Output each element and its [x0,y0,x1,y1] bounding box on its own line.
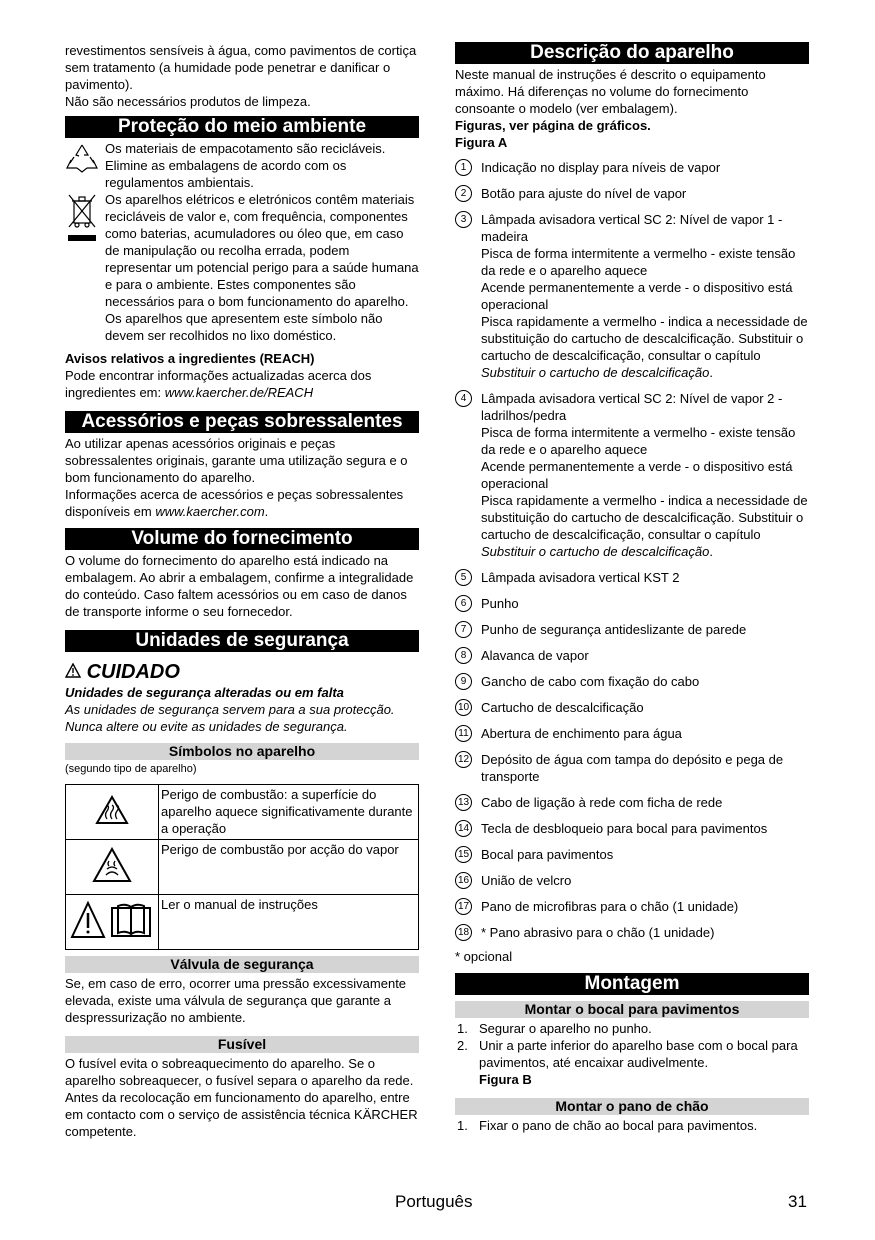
steam-hazard-icon [66,840,159,895]
caution-word: CUIDADO [86,661,180,683]
item-number-badge: 5 [455,569,472,586]
item-number-badge: 4 [455,390,472,407]
item-number-badge: 2 [455,185,472,202]
item-number-badge: 8 [455,647,472,664]
list-item: 18 * Pano abrasivo para o chão (1 unidade) [455,924,809,941]
item-number-badge: 12 [455,751,472,768]
delivery-text: O volume do fornecimento do aparelho está indicado na embalagem. Ao abrir a embalagem, confirme a integralidade do conteúdo. Caso faltem acessórios ou em caso de danos de transporte informe o seu fornecedor. [65,553,414,619]
reach-title: Avisos relativos a ingredientes (REACH) [65,351,315,366]
list-item: 14 Tecla de desbloqueio para bocal para pavimentos [455,820,809,837]
left-column [65,42,419,1140]
item-number-badge: 13 [455,794,472,811]
list-item: 3 Lâmpada avisadora vertical SC 2: Nível de vapor 1 - madeira Pisca de forma intermitente a vermelho - existe tensão da rede e o aparelho aquece Acende permanentemente a verde - o dispositivo está operacional Pisca rapidamente a vermelho - indica a necessidade de substituição do cartucho de descalcificação. Substituir o cartucho de descalcificação, consultar o capítulo Substituir o cartucho de descalcificação. [455,211,809,381]
list-item: 7 Punho de segurança antideslizante de parede [455,621,809,638]
section-title-delivery: Volume do fornecimento [65,528,419,550]
recycle-paragraph [65,140,419,191]
crossed-bin-icon [65,193,99,250]
figure-a-label: Figura A [455,135,508,150]
list-item: 9 Gancho de cabo com fixação do cabo [455,673,809,690]
table-row [66,840,419,895]
item-number-badge: 7 [455,621,472,638]
item-number-badge: 17 [455,898,472,915]
reach-text: Pode encontrar informações actualizadas acerca dos ingredientes em: www.kaercher.de/REACH [65,368,372,400]
symbol-desc: Perigo de combustão: a superfície do aparelho aquece significativamente durante a operação [159,785,419,840]
list-item: 10 Cartucho de descalcificação [455,699,809,716]
symbol-desc: Ler o manual de instruções [159,895,419,950]
section-title-accessories: Acessórios e peças sobressalentes [65,411,419,433]
caution-heading [65,660,419,684]
item-number-badge: 3 [455,211,472,228]
recycle-icon [65,142,99,179]
subsection-title-fuse: Fusível [65,1036,419,1053]
intro-text-2: Não são necessários produtos de limpeza. [65,94,311,109]
list-item: 2 Botão para ajuste do nível de vapor [455,185,809,202]
env-paragraph-1: Os materiais de empacotamento são recicláveis. Elimine as embalagens de acordo com os regulamentos ambientais. [105,141,386,190]
caution-subtitle: Unidades de segurança alteradas ou em falta [65,685,344,700]
table-row [66,895,419,950]
item-number-badge: 6 [455,595,472,612]
list-item: 5 Lâmpada avisadora vertical KST 2 [455,569,809,586]
intro-text: revestimentos sensíveis à água, como pavimentos de cortiça sem tratamento (a humidade pode penetrar e danificar o pavimento). [65,43,417,92]
list-item: 17 Pano de microfibras para o chão (1 unidade) [455,898,809,915]
warning-icon [65,661,81,683]
subsection-title-cloth: Montar o pano de chão [455,1098,809,1115]
section-title-description: Descrição do aparelho [455,42,809,64]
list-item: 11 Abertura de enchimento para água [455,725,809,742]
list-item: 6 Punho [455,595,809,612]
list-item: 2. Unir a parte inferior do aparelho base com o bocal para pavimentos, até encaixar audivelmente. [457,1038,798,1070]
list-item: 16 União de velcro [455,872,809,889]
kaercher-link[interactable]: www.kaercher.com [155,504,265,519]
subsection-title-symbols: Símbolos no aparelho [65,743,419,760]
parts-list [455,159,809,941]
list-item: 12 Depósito de água com tampa do depósito e pega de transporte [455,751,809,785]
right-column [455,42,809,1134]
env-paragraph-2: Os aparelhos elétricos e eletrónicos contêm materiais recicláveis de valor e, com frequência, componentes como baterias, acumuladores ou óleo que, em caso de manipulação ou recolha errada, podem representar um potencial perigo para a saúde humana e para o ambiente. Estes componentes são necessários para o bom funcionamento do aparelho. Os aparelhos que apresentem este símbolo não devem ser recolhidos no lixo doméstico. [105,192,419,343]
item-number-badge: 16 [455,872,472,889]
accessories-text-2: Informações acerca de acessórios e peças sobressalentes disponíveis em www.kaercher.com. [65,487,404,519]
section-title-assembly: Montagem [455,973,809,995]
description-text: Neste manual de instruções é descrito o equipamento máximo. Há diferenças no volume do fornecimento consoante o modelo (ver embalagem). [455,67,766,116]
fuse-text-1: O fusível evita o sobreaquecimento do aparelho. Se o aparelho sobreaquecer, o fusível separa o aparelho da rede. [65,1056,414,1088]
list-item: 1 Indicação no display para níveis de vapor [455,159,809,176]
list-item: 1. Segurar o aparelho no punho. [457,1021,652,1036]
valve-text: Se, em caso de erro, ocorrer uma pressão excessivamente elevada, existe uma válvula de segurança que garante a despressurização no ambiente. [65,976,407,1025]
footer-language: Português [395,1192,473,1211]
item-number-badge: 11 [455,725,472,742]
list-item: 1. Fixar o pano de chão ao bocal para pavimentos. [457,1118,758,1133]
section-title-environment: Proteção do meio ambiente [65,116,419,138]
list-item: 4 Lâmpada avisadora vertical SC 2: Nível de vapor 2 - ladrilhos/pedra Pisca de forma intermitente a vermelho - existe tensão da rede e o aparelho aquece Acende permanentemente a verde - o dispositivo está operacional Pisca rapidamente a vermelho - indica a necessidade de substituição do cartucho de descalcificação. Substituir o cartucho de descalcificação, consultar o capítulo Substituir o cartucho de descalcificação. [455,390,809,560]
reach-link[interactable]: www.kaercher.de/REACH [164,385,314,400]
fuse-text-2: Antes da recolocação em funcionamento do aparelho, entre em contacto com o serviço de assistência técnica KÄRCHER competente. [65,1090,418,1139]
table-row [66,785,419,840]
page-number: 31 [788,1192,807,1211]
subsection-title-nozzle: Montar o bocal para pavimentos [455,1001,809,1018]
read-manual-icon [66,895,159,950]
accessories-text-1: Ao utilizar apenas acessórios originais e peças sobressalentes originais, garante uma utilização segura e o bom funcionamento do aparelho. [65,436,408,485]
figure-b-label: Figura B [479,1072,532,1087]
section-title-safety: Unidades de segurança [65,630,419,652]
item-number-badge: 15 [455,846,472,863]
item-number-badge: 1 [455,159,472,176]
item-number-badge: 10 [455,699,472,716]
hot-surface-icon [66,785,159,840]
symbols-note: (segundo tipo de aparelho) [65,763,197,775]
symbol-desc: Perigo de combustão por acção do vapor [159,840,419,895]
optional-note: * opcional [455,949,513,964]
caution-text-1: As unidades de segurança servem para a sua protecção. [65,702,395,717]
list-item: 13 Cabo de ligação à rede com ficha de rede [455,794,809,811]
list-item: 8 Alavanca de vapor [455,647,809,664]
caution-text-2: Nunca altere ou evite as unidades de segurança. [65,719,348,734]
symbols-table [65,784,419,950]
item-number-badge: 9 [455,673,472,690]
figures-note: Figuras, ver página de gráficos. [455,118,651,133]
weee-paragraph [65,191,419,344]
item-number-badge: 14 [455,820,472,837]
list-item: 15 Bocal para pavimentos [455,846,809,863]
item-number-badge: 18 [455,924,472,941]
subsection-title-valve: Válvula de segurança [65,956,419,973]
